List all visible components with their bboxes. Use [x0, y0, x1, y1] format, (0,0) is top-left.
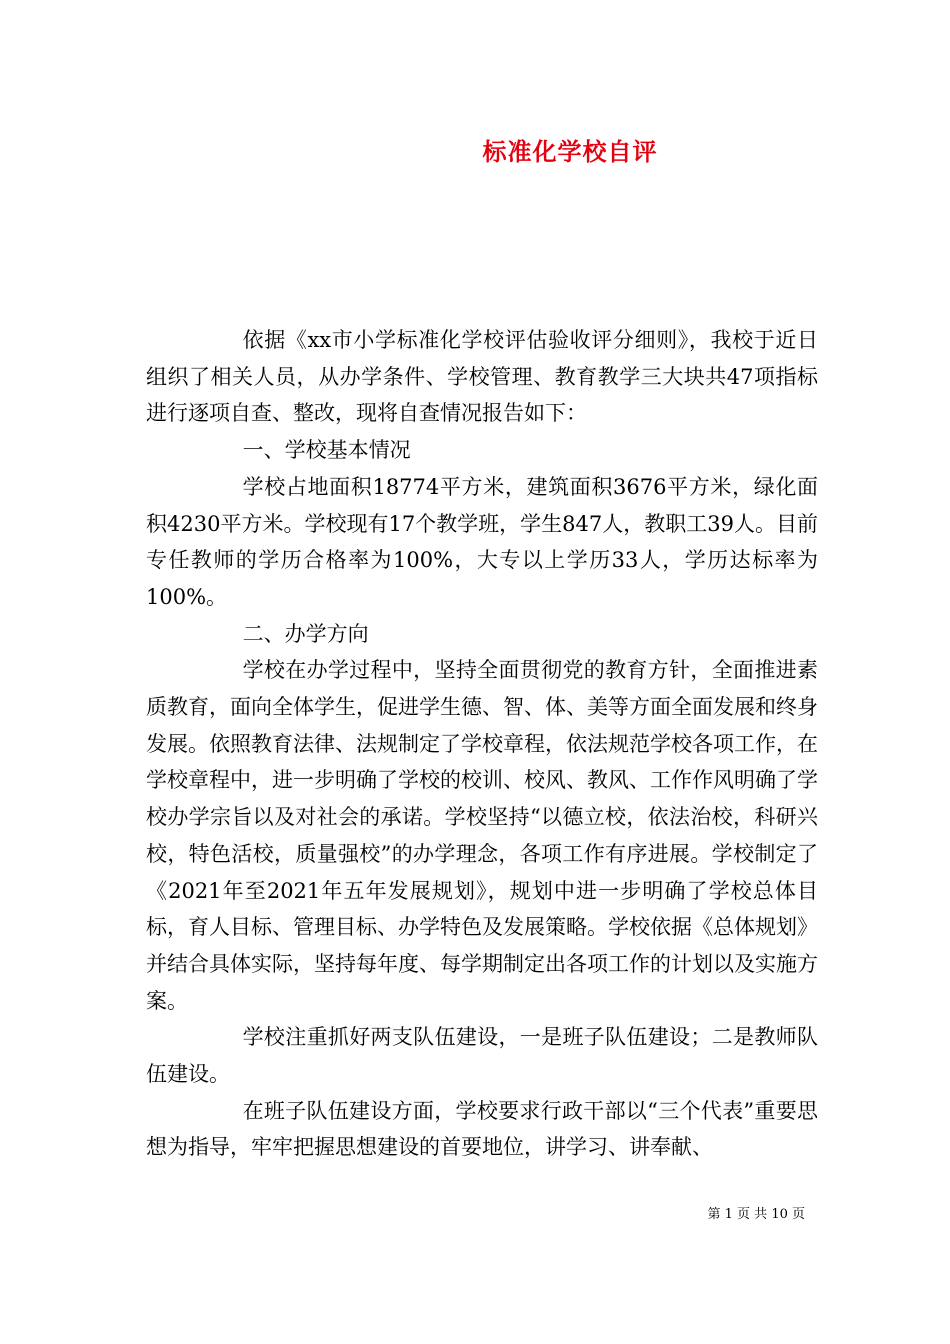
intro-paragraph: 依据《xx市小学标准化学校评估验收评分细则》，我校于近日组织了相关人员，从办学条件、学校管理、教育教学三大块共47项指标进行逐项自查、整改，现将自查情况报告如下：	[146, 328, 818, 426]
page-number-footer: 第 1 页 共 10 页	[707, 1207, 805, 1222]
direction-paragraph: 学校在办学过程中，坚持全面贯彻党的教育方针，全面推进素质教育，面向全体学生，促进学生德、智、体、美等方面全面发展和终身发展。依照教育法律、法规制定了学校章程，依法规范学校各项工作，在学校章程中，进一步明确了学校的校训、校风、教风、工作作风明确了学校办学宗旨以及对社会的承诺。学校坚持“以德立校，依法治校，科研兴校，特色活校，质量强校”的办学理念，各项工作有序进展。学校制定了《2021年至2021年五年发展规划》，规划中进一步明确了学校总体目标，育人目标、管理目标、办学特色及发展策略。学校依据《总体规划》并结合具体实际，坚持每年度、每学期制定出各项工作的计划以及实施方案。	[146, 658, 818, 1013]
section-heading-1: 一、学校基本情况	[242, 438, 411, 463]
basic-info-paragraph: 学校占地面积18774平方米，建筑面积3676平方米，绿化面积4230平方米。学校现有17个教学班，学生847人，教职工39人。目前专任教师的学历合格率为100%，大专以上学历33人，学历达标率为100%。	[146, 474, 818, 609]
document-title: 标准化学校自评	[482, 138, 658, 166]
section-heading-2: 二、办学方向	[242, 621, 369, 646]
leadership-paragraph: 在班子队伍建设方面，学校要求行政干部以“三个代表”重要思想为指导，牢牢把握思想建设的首要地位，讲学习、讲奉献、	[146, 1098, 818, 1160]
teams-paragraph: 学校注重抓好两支队伍建设，一是班子队伍建设；二是教师队伍建设。	[146, 1025, 818, 1087]
document-body	[146, 322, 818, 1166]
